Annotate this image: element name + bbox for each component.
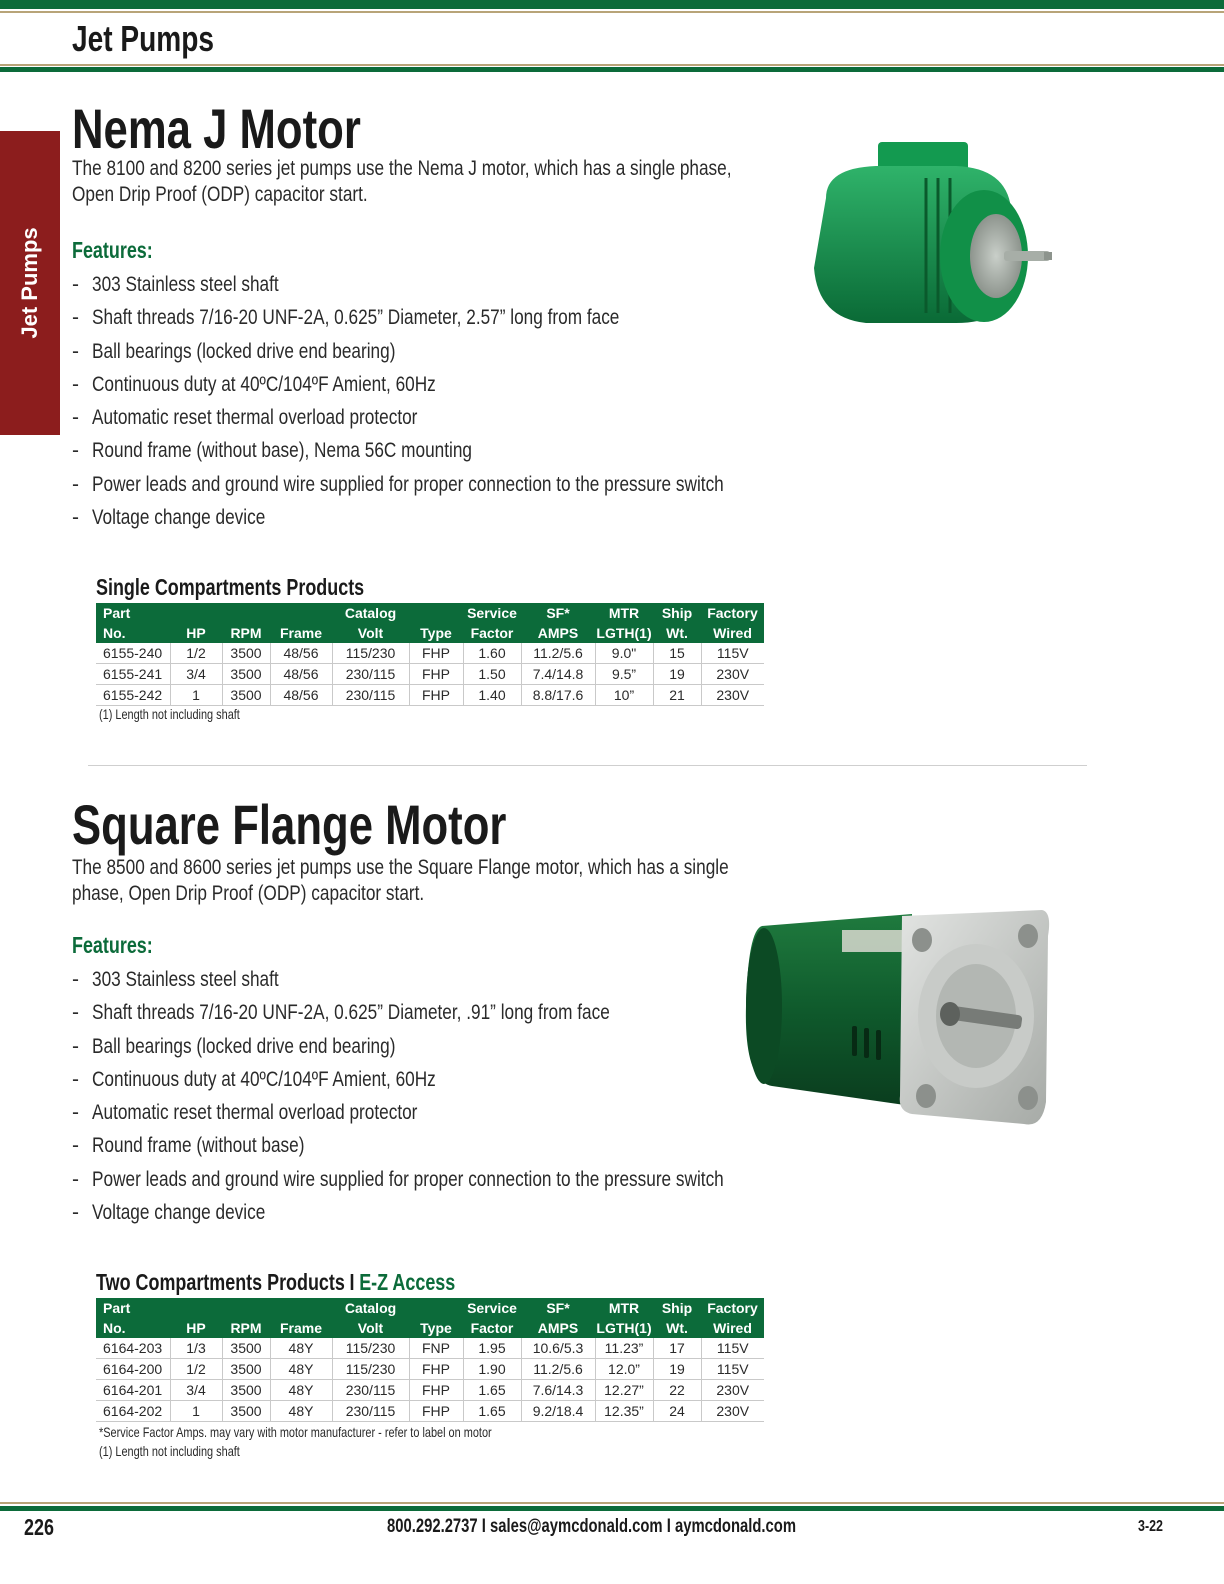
cell: 115V bbox=[701, 643, 764, 664]
cell: 10.6/5.3 bbox=[521, 1338, 595, 1359]
col-header-amps: AMPS bbox=[521, 1318, 595, 1338]
nema-features-heading: Features: bbox=[72, 237, 153, 263]
col-header-blank bbox=[170, 1298, 222, 1318]
list-item: - Ball bearings (locked drive end bearing) bbox=[72, 339, 396, 363]
cell: FHP bbox=[409, 643, 463, 664]
cell: 1/3 bbox=[170, 1338, 222, 1359]
table-row bbox=[96, 685, 764, 706]
cell: 7.4/14.8 bbox=[521, 664, 595, 685]
table-row bbox=[96, 643, 764, 664]
col-header-ship: Ship bbox=[653, 1298, 701, 1318]
list-item: - Power leads and ground wire supplied for proper connection to the pressure switch bbox=[72, 1167, 724, 1191]
cell: 115/230 bbox=[332, 1359, 409, 1380]
col-header-volt: Volt bbox=[332, 623, 409, 643]
cell: 11.23” bbox=[595, 1338, 653, 1359]
col-header-catalog: Catalog bbox=[332, 1298, 409, 1318]
cell: 22 bbox=[653, 1380, 701, 1401]
col-header-lgth: LGTH(1) bbox=[596, 1320, 652, 1336]
cell: 230/115 bbox=[332, 1401, 409, 1422]
cell: 48Y bbox=[270, 1338, 332, 1359]
footer-contact: 800.292.2737 I sales@aymcdonald.com I aymcdonald.com bbox=[387, 1516, 797, 1537]
list-item: - Ball bearings (locked drive end bearing) bbox=[72, 1034, 396, 1058]
list-item: - Voltage change device bbox=[72, 1201, 266, 1225]
cell: FHP bbox=[409, 1359, 463, 1380]
square-intro: The 8500 and 8600 series jet pumps use the Square Flange motor, which has a single phase, Open Drip Proof (ODP) capacitor start. bbox=[72, 856, 729, 905]
list-item: - 303 Stainless steel shaft bbox=[72, 968, 279, 991]
cell: 48/56 bbox=[270, 685, 332, 706]
cell: 115V bbox=[701, 1359, 764, 1380]
col-header-blank bbox=[270, 603, 332, 623]
cell: 1 bbox=[170, 685, 222, 706]
list-item: - Continuous duty at 40ºC/104ºF Amient, 60Hz bbox=[72, 372, 436, 396]
col-header-type: Type bbox=[409, 623, 463, 643]
nema-title: Nema J Motor bbox=[72, 97, 361, 160]
col-header-factor: Factor bbox=[463, 1318, 521, 1338]
cell: 11.2/5.6 bbox=[521, 1359, 595, 1380]
header-bottom-gold-rule bbox=[0, 64, 1224, 66]
table-header-row bbox=[96, 1318, 764, 1338]
cell: 10” bbox=[595, 685, 653, 706]
col-header-blank bbox=[222, 603, 270, 623]
cell: 15 bbox=[653, 643, 701, 664]
list-item: - Round frame (without base) bbox=[72, 1134, 305, 1158]
col-header-rpm: RPM bbox=[222, 1318, 270, 1338]
col-header-ship: Ship bbox=[653, 603, 701, 623]
col-header-frame: Frame bbox=[270, 1318, 332, 1338]
list-item: - Automatic reset thermal overload protector bbox=[72, 406, 418, 430]
cell: 48/56 bbox=[270, 643, 332, 664]
cell: 1 bbox=[170, 1401, 222, 1422]
col-header-blank bbox=[222, 1298, 270, 1318]
cell: 6164-202 bbox=[96, 1401, 170, 1422]
cell: 48Y bbox=[270, 1359, 332, 1380]
list-item: - Continuous duty at 40ºC/104ºF Amient, 60Hz bbox=[72, 1067, 436, 1091]
list-item: - Voltage change device bbox=[72, 506, 266, 530]
cell: FHP bbox=[409, 1401, 463, 1422]
cell: 3/4 bbox=[170, 664, 222, 685]
cell: 3500 bbox=[222, 1359, 270, 1380]
cell: 12.27” bbox=[595, 1380, 653, 1401]
two-compartment-table bbox=[96, 1298, 764, 1422]
square-title: Square Flange Motor bbox=[72, 793, 507, 856]
cell: 19 bbox=[653, 664, 701, 685]
cell: 1.40 bbox=[463, 685, 521, 706]
table-header-row bbox=[96, 623, 764, 643]
header-top-gold-rule bbox=[0, 11, 1224, 13]
list-item: - Automatic reset thermal overload protector bbox=[72, 1101, 418, 1125]
cell: 1.60 bbox=[463, 643, 521, 664]
col-header-no: No. bbox=[96, 623, 170, 643]
cell: 1.95 bbox=[463, 1338, 521, 1359]
col-header-hp: HP bbox=[170, 623, 222, 643]
cell: FHP bbox=[409, 1380, 463, 1401]
single-compartment-table-title: Single Compartments Products bbox=[96, 574, 365, 600]
cell: 17 bbox=[653, 1338, 701, 1359]
footer-gold-rule bbox=[0, 1502, 1224, 1504]
cell: 9.2/18.4 bbox=[521, 1401, 595, 1422]
cell: 19 bbox=[653, 1359, 701, 1380]
cell: 9.0" bbox=[595, 643, 653, 664]
cell: 6164-203 bbox=[96, 1338, 170, 1359]
col-header-lgth: LGTH(1) bbox=[596, 625, 652, 641]
square-table-footnote-length: (1) Length not including shaft bbox=[99, 1443, 240, 1459]
cell: 1.90 bbox=[463, 1359, 521, 1380]
cell: 3500 bbox=[222, 1380, 270, 1401]
col-header-sf: SF* bbox=[521, 603, 595, 623]
cell: 230/115 bbox=[332, 1380, 409, 1401]
two-compartment-table-title: Two Compartments Products I E-Z Access bbox=[96, 1269, 456, 1295]
table-row bbox=[96, 1401, 764, 1422]
square-flange-motor-image bbox=[742, 906, 1054, 1130]
cell: 115/230 bbox=[332, 643, 409, 664]
col-header-blank bbox=[170, 603, 222, 623]
cell: 230V bbox=[701, 1380, 764, 1401]
cell: 6164-201 bbox=[96, 1380, 170, 1401]
cell: 1.50 bbox=[463, 664, 521, 685]
cell: 21 bbox=[653, 685, 701, 706]
list-item: - Round frame (without base), Nema 56C mounting bbox=[72, 439, 472, 463]
cell: 8.8/17.6 bbox=[521, 685, 595, 706]
col-header-factory: Factory bbox=[701, 603, 764, 623]
cell: 3500 bbox=[222, 643, 270, 664]
table-row bbox=[96, 1359, 764, 1380]
cell: 6164-200 bbox=[96, 1359, 170, 1380]
col-header-factory: Factory bbox=[701, 1298, 764, 1318]
cell: 1.65 bbox=[463, 1380, 521, 1401]
side-tab-label: Jet Pumps bbox=[17, 227, 42, 339]
col-header-wired: Wired bbox=[701, 1318, 764, 1338]
col-header-service: Service bbox=[463, 603, 521, 623]
cell: 230/115 bbox=[332, 685, 409, 706]
header-top-rule bbox=[0, 0, 1224, 9]
col-header-wt: Wt. bbox=[653, 623, 701, 643]
cell: 6155-240 bbox=[96, 643, 170, 664]
table-header-row bbox=[96, 603, 764, 623]
cell: FHP bbox=[409, 685, 463, 706]
cell: 1/2 bbox=[170, 643, 222, 664]
cell: 11.2/5.6 bbox=[521, 643, 595, 664]
cell: 6155-242 bbox=[96, 685, 170, 706]
cell: 6155-241 bbox=[96, 664, 170, 685]
cell: 230V bbox=[701, 664, 764, 685]
list-item: - Power leads and ground wire supplied for proper connection to the pressure switch bbox=[72, 472, 724, 496]
cell: 48/56 bbox=[270, 664, 332, 685]
cell: 3/4 bbox=[170, 1380, 222, 1401]
square-features-heading: Features: bbox=[72, 932, 153, 958]
square-table-footnote-sf: *Service Factor Amps. may vary with motor manufacturer - refer to label on motor bbox=[99, 1424, 492, 1440]
col-header-mtr: MTR bbox=[595, 603, 653, 623]
cell: 7.6/14.3 bbox=[521, 1380, 595, 1401]
header-bottom-rule bbox=[0, 67, 1224, 72]
cell: 48Y bbox=[270, 1401, 332, 1422]
cell: 3500 bbox=[222, 1338, 270, 1359]
page-number: 226 bbox=[24, 1514, 54, 1540]
table-header-row bbox=[96, 1298, 764, 1318]
cell: 3500 bbox=[222, 685, 270, 706]
single-compartment-table bbox=[96, 603, 764, 706]
list-item: - Shaft threads 7/16-20 UNF-2A, 0.625” Diameter, .91” long from face bbox=[72, 1001, 610, 1025]
col-header-wired: Wired bbox=[701, 623, 764, 643]
footer-date-code: 3-22 bbox=[1138, 1518, 1163, 1535]
col-header-rpm: RPM bbox=[222, 623, 270, 643]
col-header-amps: AMPS bbox=[521, 623, 595, 643]
cell: 1/2 bbox=[170, 1359, 222, 1380]
nema-intro: The 8100 and 8200 series jet pumps use the Nema J motor, which has a single phase, Open Drip Proof (ODP) capacitor start. bbox=[72, 157, 732, 206]
cell: 3500 bbox=[222, 1401, 270, 1422]
nema-features-list bbox=[72, 268, 862, 534]
section-divider bbox=[88, 765, 1087, 766]
list-item: - Shaft threads 7/16-20 UNF-2A, 0.625” Diameter, 2.57” long from face bbox=[72, 306, 620, 330]
table-row bbox=[96, 1338, 764, 1359]
col-header-service: Service bbox=[463, 1298, 521, 1318]
col-header-part: Part bbox=[96, 1298, 170, 1318]
col-header-blank bbox=[409, 1298, 463, 1318]
table-row bbox=[96, 664, 764, 685]
footer-rule bbox=[0, 1506, 1224, 1511]
col-header-blank bbox=[270, 1298, 332, 1318]
col-header-mtr: MTR bbox=[595, 1298, 653, 1318]
col-header-volt: Volt bbox=[332, 1318, 409, 1338]
col-header-no: No. bbox=[96, 1318, 170, 1338]
cell: 115/230 bbox=[332, 1338, 409, 1359]
col-header-wt: Wt. bbox=[653, 1318, 701, 1338]
cell: 3500 bbox=[222, 664, 270, 685]
cell: 230V bbox=[701, 685, 764, 706]
cell: 12.35” bbox=[595, 1401, 653, 1422]
col-header-part: Part bbox=[96, 603, 170, 623]
nema-table-footnote: (1) Length not including shaft bbox=[99, 706, 240, 722]
cell: FHP bbox=[409, 664, 463, 685]
col-header-hp: HP bbox=[170, 1318, 222, 1338]
col-header-frame: Frame bbox=[270, 623, 332, 643]
cell: FNP bbox=[409, 1338, 463, 1359]
cell: 48Y bbox=[270, 1380, 332, 1401]
cell: 9.5” bbox=[595, 664, 653, 685]
col-header-factor: Factor bbox=[463, 623, 521, 643]
page-section-title: Jet Pumps bbox=[72, 18, 215, 59]
col-header-type: Type bbox=[409, 1318, 463, 1338]
cell: 230V bbox=[701, 1401, 764, 1422]
cell: 12.0” bbox=[595, 1359, 653, 1380]
list-item: - 303 Stainless steel shaft bbox=[72, 273, 279, 296]
cell: 24 bbox=[653, 1401, 701, 1422]
col-header-sf: SF* bbox=[521, 1298, 595, 1318]
nema-j-motor-image bbox=[806, 138, 1056, 328]
table-row bbox=[96, 1380, 764, 1401]
cell: 230/115 bbox=[332, 664, 409, 685]
cell: 115V bbox=[701, 1338, 764, 1359]
col-header-catalog: Catalog bbox=[332, 603, 409, 623]
col-header-blank bbox=[409, 603, 463, 623]
cell: 1.65 bbox=[463, 1401, 521, 1422]
